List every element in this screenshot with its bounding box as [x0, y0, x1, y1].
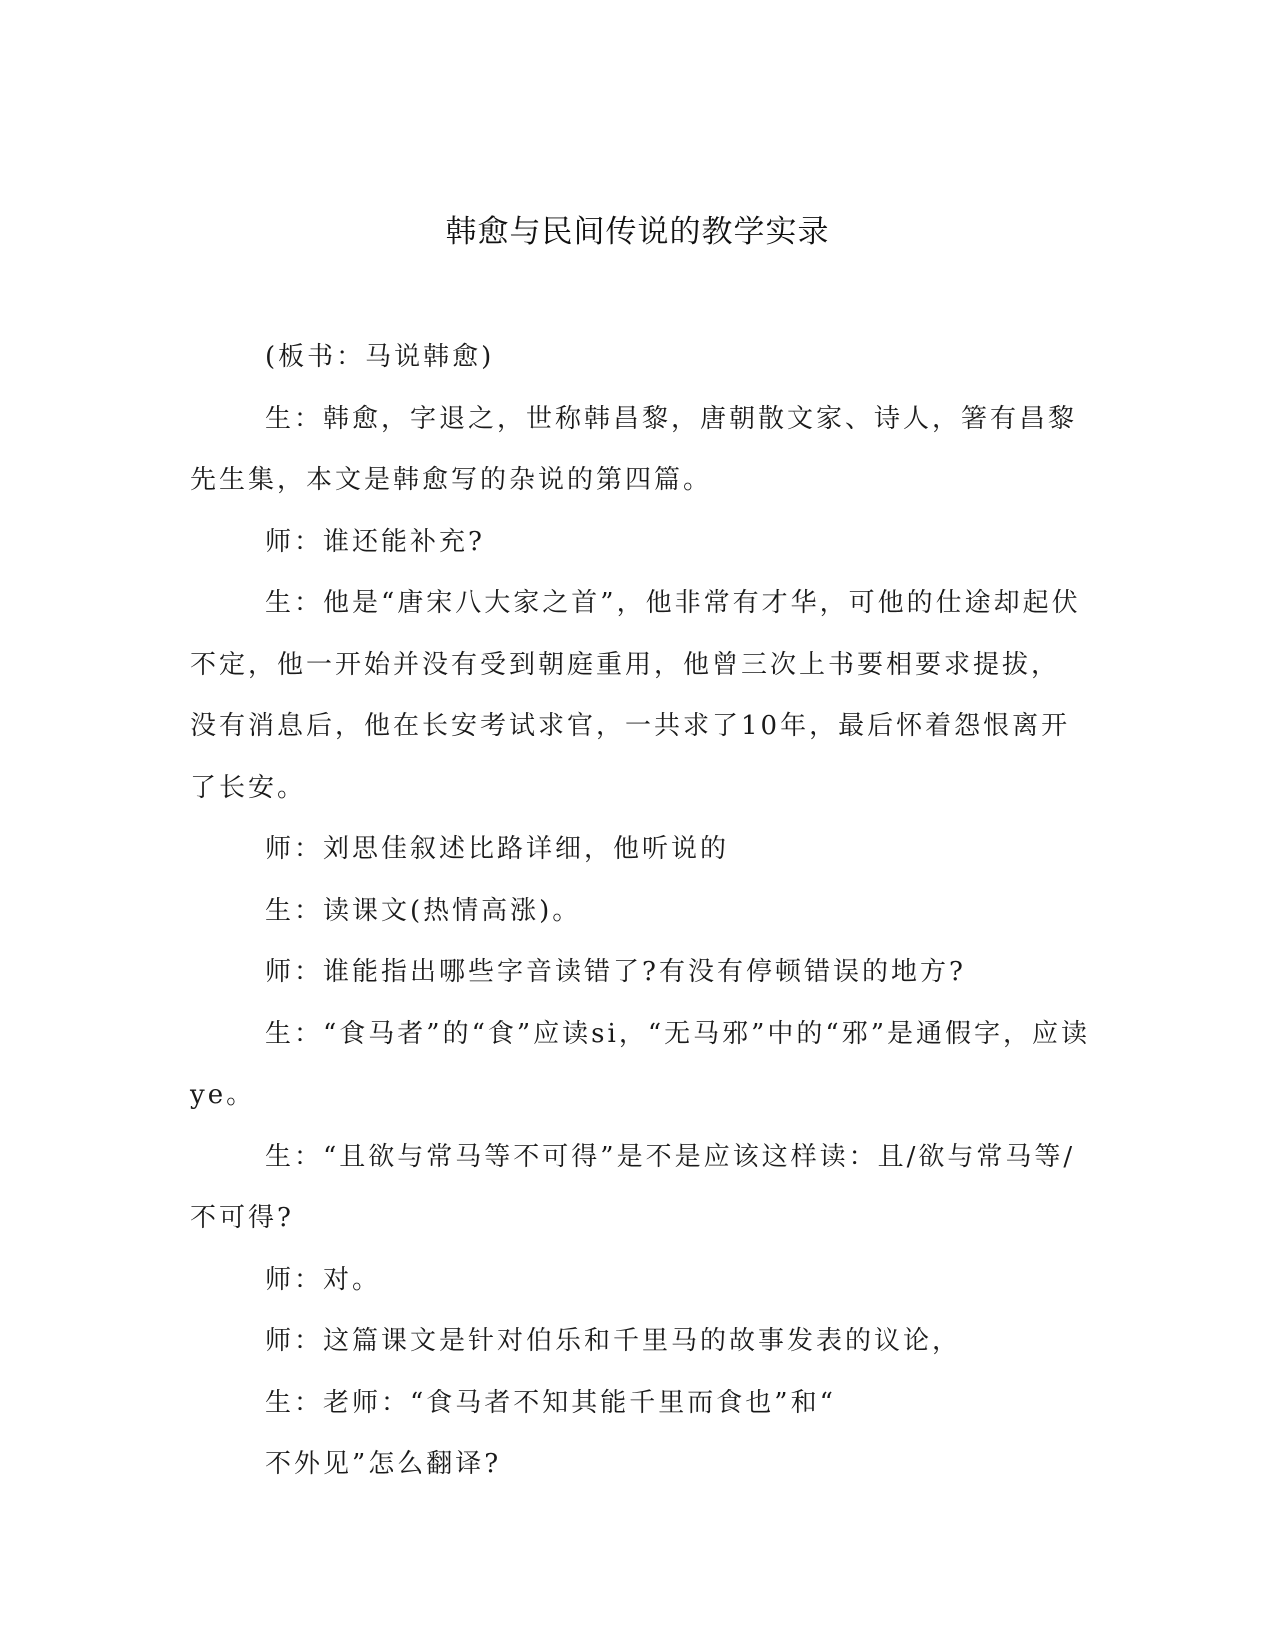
text-line: 生：读课文(热情高涨)。 [265, 895, 582, 926]
text-line: (板书：马说韩愈) [265, 342, 495, 372]
text-line: 不可得? [190, 1203, 294, 1233]
text-line: 师：谁还能补充? [265, 526, 485, 557]
text-line: 生：韩愈，字退之，世称韩昌黎，唐朝散文家、诗人，箸有昌黎 [265, 403, 1078, 434]
text-line: 先生集，本文是韩愈写的杂说的第四篇。 [190, 465, 713, 495]
text-line: 师：这篇课文是针对伯乐和千里马的故事发表的议论， [265, 1326, 962, 1356]
text-line: 生：“且欲与常马等不可得”是不是应该这样读：且/欲与常马等/ [265, 1141, 1076, 1172]
text-line: 生：“食马者”的“食”应读si，“无马邪”中的“邪”是通假字，应读 [265, 1018, 1090, 1049]
text-line: 不外见”怎么翻译? [265, 1449, 502, 1479]
text-line: 没有消息后，他在长安考试求官，一共求了10年，最后怀着怨恨离开 [190, 711, 1071, 741]
document-body [190, 327, 1090, 1496]
document-title: 韩愈与民间传说的教学实录 [445, 214, 830, 250]
text-line: 生：他是“唐宋八大家之首”，他非常有才华，可他的仕途却起伏 [265, 588, 1081, 618]
text-line: 师：对。 [265, 1264, 382, 1295]
text-line: 生：老师：“食马者不知其能千里而食也”和“ [265, 1387, 836, 1418]
text-line: 师：谁能指出哪些字音读错了?有没有停顿错误的地方? [265, 957, 966, 987]
text-line: 师：刘思佳叙述比路详细，他听说的 [265, 834, 730, 864]
text-line: ye。 [190, 1080, 256, 1110]
text-line: 了长安。 [190, 772, 307, 803]
text-line: 不定，他一开始并没有受到朝庭重用，他曾三次上书要相要求提拔， [190, 649, 1061, 680]
